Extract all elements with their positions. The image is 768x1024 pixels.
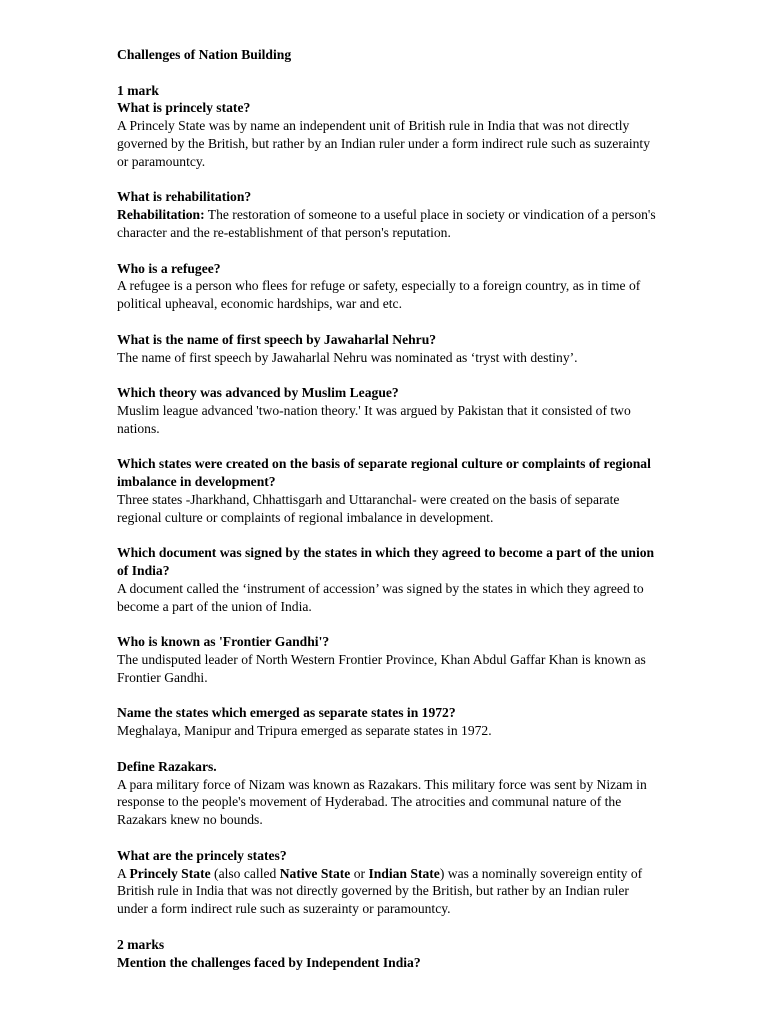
answer-bold-term: Princely State [129, 865, 211, 881]
qa-item [117, 455, 657, 526]
answer-text: The restoration of someone to a useful place in society or vindication of a person's character and the re-establishment of that person's reputation. [117, 207, 656, 240]
qa-item [117, 331, 657, 367]
answer: A Princely State was by name an independent unit of British rule in India that was not directly governed by the British, but rather by an Indian ruler under a form indirect rule such as suzerainty or paramountcy. [117, 118, 651, 169]
question: What is princely state? [117, 100, 251, 116]
answer: A refugee is a person who flees for refuge or safety, especially to a foreign country, as in time of political upheaval, economic hardships, war and etc. [117, 278, 641, 312]
question: Mention the challenges faced by Independent India? [117, 954, 421, 970]
answer: A para military force of Nizam was known as Razakars. This military force was sent by Nizam in response to the people's movement of Hyderabad. The atrocities and communal nature of the Razakars knew no bounds. [117, 776, 647, 828]
question: What is rehabilitation? [117, 189, 252, 205]
question: What is the name of first speech by Jawaharlal Nehru? [117, 331, 437, 347]
document-page [117, 46, 657, 971]
qa-item [117, 384, 657, 437]
answer: The undisputed leader of North Western Frontier Province, Khan Abdul Gaffar Khan is known as Frontier Gandhi. [117, 652, 646, 685]
question: Which document was signed by the states in which they agreed to become a part of the union of India? [117, 545, 655, 579]
qa-item [117, 544, 657, 615]
question: Who is known as 'Frontier Gandhi'? [117, 634, 330, 650]
question: Define Razakars. [117, 758, 217, 774]
qa-item [117, 633, 657, 686]
answer-text: or [350, 865, 369, 881]
document-title: Challenges of Nation Building [117, 47, 292, 62]
answer: Three states -Jharkhand, Chhattisgarh and Uttaranchal- were created on the basis of separate regional culture or complaints of regional imbalance in development. [117, 491, 620, 525]
answer [117, 865, 657, 918]
question: What are the princely states? [117, 847, 287, 863]
section-heading-2-marks: 2 marks [117, 936, 165, 952]
question: Who is a refugee? [117, 260, 221, 276]
answer: A document called the ‘instrument of accession’ was signed by the states in which they agreed to become a part of the union of India. [117, 580, 644, 614]
qa-item-princely-states [117, 847, 657, 918]
qa-item [117, 188, 657, 241]
qa-item [117, 99, 657, 170]
question: Name the states which emerged as separate states in 1972? [117, 705, 456, 721]
qa-item [117, 704, 657, 740]
answer-text: ) was a nominally sovereign entity of British rule in India that was not directly governed by the British, but rather by an Indian ruler under a form indirect rule such as suzerainty or paramountcy. [117, 865, 643, 917]
answer-bold-term: Indian State [368, 865, 440, 881]
answer: Meghalaya, Manipur and Tripura emerged as separate states in 1972. [117, 723, 492, 739]
answer [117, 206, 657, 242]
answer-text: A [117, 865, 130, 881]
answer-text: (also called [210, 865, 280, 881]
qa-item [117, 260, 657, 313]
section-heading-1-mark: 1 mark [117, 82, 159, 98]
question: Which theory was advanced by Muslim League? [117, 385, 399, 401]
answer-bold-term: Native State [279, 865, 351, 881]
answer: The name of first speech by Jawaharlal Nehru was nominated as ‘tryst with destiny’. [117, 349, 578, 365]
qa-item [117, 758, 657, 829]
answer: Muslim league advanced 'two-nation theory.' It was argued by Pakistan that it consisted of two nations. [117, 402, 631, 436]
answer-bold-term: Rehabilitation: [117, 207, 205, 223]
question: Which states were created on the basis of separate regional culture or complaints of regional imbalance in development? [117, 456, 651, 490]
